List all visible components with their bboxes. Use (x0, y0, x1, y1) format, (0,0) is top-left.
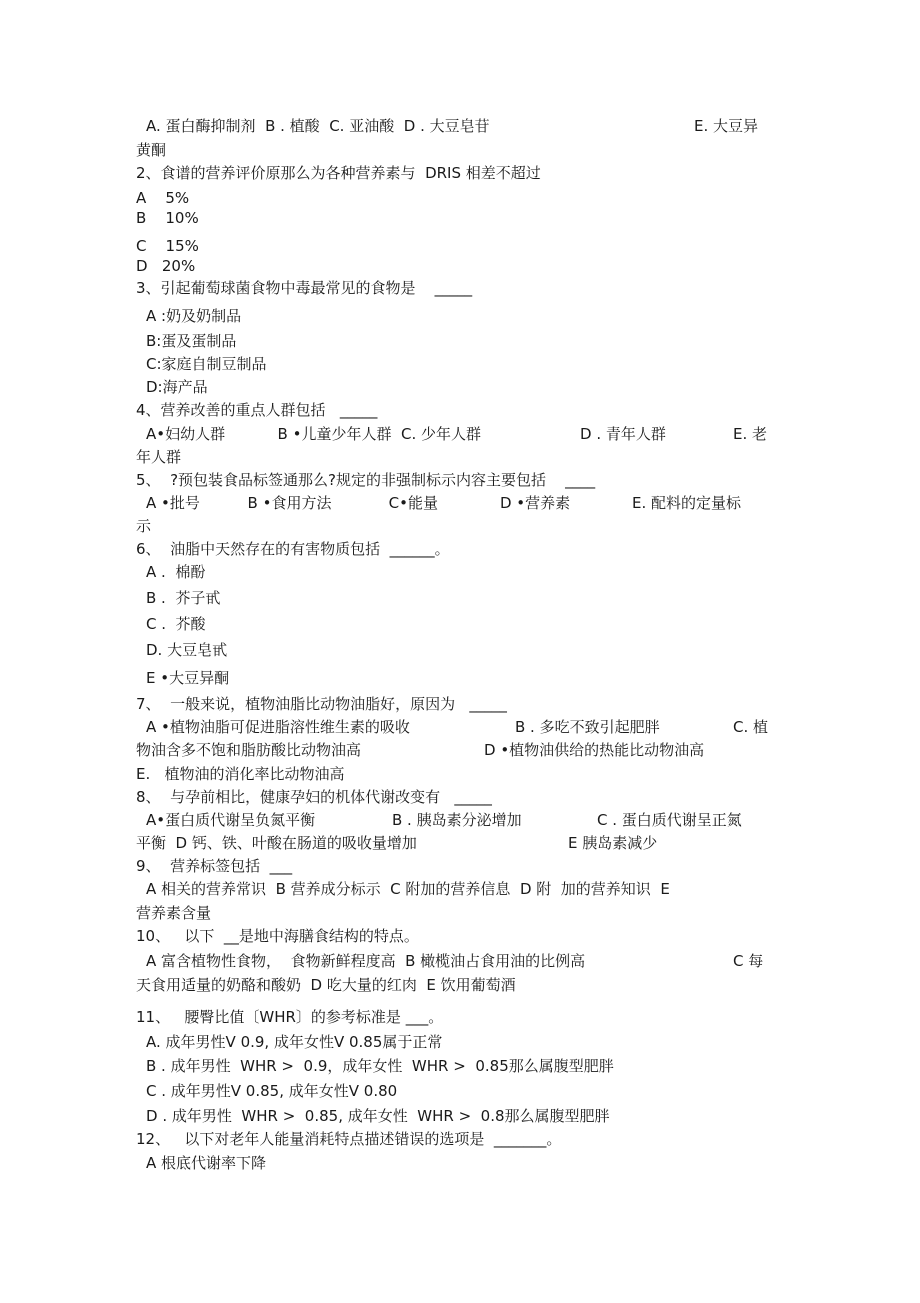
q4-options: A•妇幼人群 B •儿童少年人群 C. 少年人群 (146, 425, 482, 443)
q11-option-a: A. 成年男性V 0.9, 成年女性V 0.85属于正常 (146, 1033, 443, 1051)
q10-options: A 富含植物性食物， 食物新鲜程度高 B 橄榄油占食用油的比例高 (146, 952, 586, 970)
q3-option-a: A :奶及奶制品 (146, 307, 242, 325)
q6-option-a: A . 棉酚 (146, 563, 206, 581)
q1-option-e-cont: 黄酮 (136, 141, 167, 159)
q3-text: 3、引起葡萄球菌食物中毒最常见的食物是 _____ (136, 279, 473, 297)
q11-option-c: C . 成年男性V 0.85, 成年女性V 0.80 (146, 1082, 398, 1100)
q2-option-c: C 15% (136, 237, 199, 255)
q6-option-e: E •大豆异酮 (146, 669, 230, 687)
q8-option-b: B . 胰岛素分泌增加 (392, 811, 522, 829)
q12-option-a: A 根底代谢率下降 (146, 1154, 267, 1172)
q3-option-c: C:家庭自制豆制品 (146, 355, 267, 373)
q7-text: 7、 一般来说，植物油脂比动物油脂好，原因为 _____ (136, 695, 507, 713)
q9-options-cont: 营养素含量 (136, 904, 212, 922)
q6-option-b: B . 芥子甙 (146, 589, 221, 607)
q2-option-d: D 20% (136, 257, 196, 275)
q11-text: 11、 腰臀比值〔WHR〕的参考标准是 ___。 (136, 1008, 444, 1026)
q8-text: 8、 与孕前相比，健康孕妇的机体代谢改变有 _____ (136, 788, 492, 806)
q4-option-d: D . 青年人群 (580, 425, 666, 443)
q9-text: 9、 营养标签包括 ___ (136, 857, 293, 875)
q5-option-e: E. 配料的定量标 (632, 494, 742, 512)
q7-option-a: A •植物油脂可促进脂溶性维生素的吸收 (146, 718, 410, 736)
q8-option-a: A•蛋白质代谢呈负氮平衡 (146, 811, 316, 829)
q5-option-e-cont: 示 (136, 517, 152, 535)
q5-options: A •批号 B •食用方法 C•能量 D •营养素 (146, 494, 571, 512)
q9-options: A 相关的营养常识 B 营养成分标示 C 附加的营养信息 D 附 加的营养知识 E (146, 880, 670, 898)
q4-option-e: E. 老 (733, 425, 768, 443)
q7-option-d: D •植物油供给的热能比动物油高 (484, 741, 705, 759)
q10-options-cont: 天食用适量的奶酪和酸奶 D 吃大量的红肉 E 饮用葡萄酒 (136, 976, 516, 994)
q7-option-b: B . 多吃不致引起肥胖 (515, 718, 660, 736)
q5-text: 5、 ?预包装食品标签通那么?规定的非强制标示内容主要包括 ____ (136, 471, 596, 489)
q8-option-c: C . 蛋白质代谢呈正氮 (597, 811, 742, 829)
q6-option-c: C . 芥酸 (146, 615, 206, 633)
q6-option-d: D. 大豆皂甙 (146, 641, 228, 659)
q10-text: 10、 以下 __是地中海膳食结构的特点。 (136, 927, 419, 945)
q8-option-e: E 胰岛素减少 (568, 834, 658, 852)
q11-option-b: B . 成年男性 WHR > 0.9，成年女性 WHR > 0.85那么属腹型肥胖 (146, 1057, 614, 1075)
q2-text: 2、食谱的营养评价原那么为各种营养素与 DRIS 相差不超过 (136, 164, 541, 182)
q12-text: 12、 以下对老年人能量消耗特点描述错误的选项是 _______。 (136, 1130, 562, 1148)
q4-option-e-cont: 年人群 (136, 448, 182, 466)
q2-option-b: B 10% (136, 209, 199, 227)
q4-text: 4、营养改善的重点人群包括 _____ (136, 401, 378, 419)
q2-option-a: A 5% (136, 189, 190, 207)
q10-option-c: C 每 (733, 952, 764, 970)
q1-options: A. 蛋白酶抑制剂 B . 植酸 C. 亚油酸 D . 大豆皂苷 (146, 117, 490, 135)
q6-text: 6、 油脂中天然存在的有害物质包括 ______。 (136, 540, 450, 558)
q7-option-c: C. 植 (733, 718, 769, 736)
q8-option-d: 平衡 D 钙、铁、叶酸在肠道的吸收量增加 (136, 834, 417, 852)
q1-option-e: E. 大豆异 (694, 117, 759, 135)
q7-option-c-cont: 物油含多不饱和脂肪酸比动物油高 (136, 741, 362, 759)
q11-option-d: D . 成年男性 WHR > 0.85, 成年女性 WHR > 0.8那么属腹型肥胖 (146, 1107, 610, 1125)
q3-option-b: B:蛋及蛋制品 (146, 332, 237, 350)
q3-option-d: D:海产品 (146, 378, 208, 396)
q7-option-e: E. 植物油的消化率比动物油高 (136, 765, 345, 783)
